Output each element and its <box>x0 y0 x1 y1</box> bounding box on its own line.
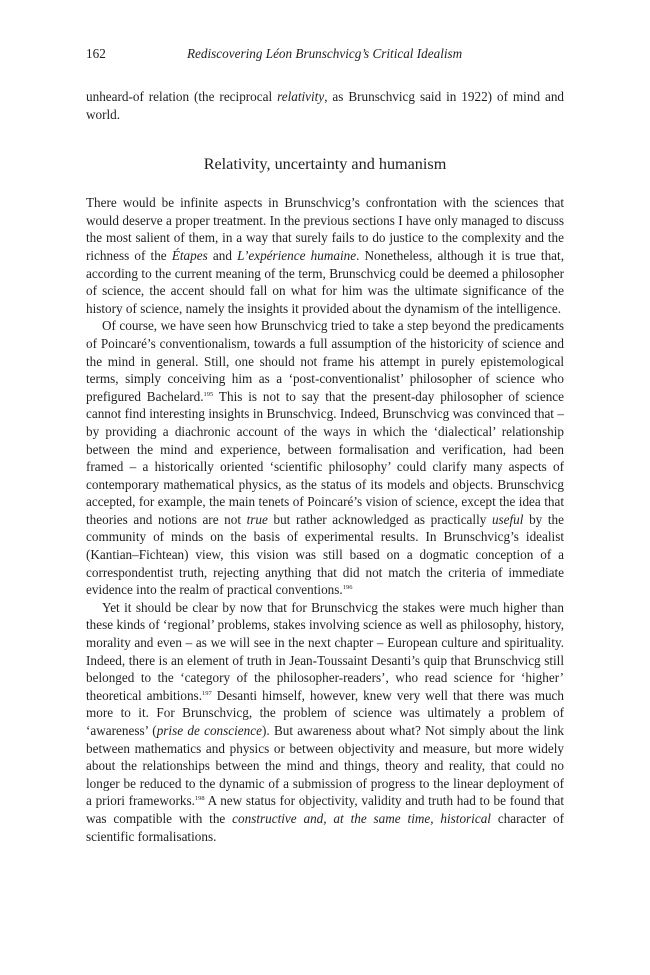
text-run: . Nonetheless, although it is true that, according to the current meaning of the term, Brunschvicg could be deemed a philosopher of science, the accent should fall on what for him was the ultimate significance of the history of science, namely the insights it provided about the dynamism of the intelligence. <box>86 247 564 316</box>
italic-text: prise de conscience <box>156 723 262 738</box>
text-run: Desanti himself, however, knew very well that there was much more to it. For Brunschvicg, the problem of science was ultimately a problem of ‘awareness’ ( <box>86 687 564 738</box>
italic-text: true <box>246 511 268 527</box>
footnote-ref: 196 <box>342 584 353 592</box>
page-number: 162 <box>86 46 106 61</box>
text-run: character of scientific formalisations. <box>86 810 565 844</box>
text-run: Yet it should be clear by now that for Brunschvicg the stakes were much higher than these kinds of ‘regional’ problems, stakes involving science as well as philosophy, history, morality and even – as we will see in the next chapter – European culture and spirituality. Indeed, there is an element of truth in Jean-Toussaint Desanti’s quip that Brunschvicg still belonged to the ‘category of the philosopher-readers’, who read science for ‘higher’ theoretical ambitions. <box>86 599 564 703</box>
running-title: Rediscovering Léon Brunschvicg’s Critical Idealism <box>187 46 463 61</box>
paragraph <box>86 599 564 845</box>
text-run: and <box>207 247 238 263</box>
text-run: ). But awareness about what? Not simply about the link between mathematics and physics or between objectivity and measure, but more widely about the relationships between the mind and things, theory and reality, that could no longer be reduced to the dynamic of a submission of progress to the linear deployment of a priori frameworks. <box>86 723 565 809</box>
text-run: This is not to say that the present-day philosopher of science cannot find interesting insights in Brunschvicg. Indeed, Brunschvicg was convinced that – by providing a diachronic account of the ways in which the ‘dialectical’ relationship between the mind and experience, between formalisation and verification, had been framed – a historically oriented ‘scientific philosophy’ could clarify many aspects of contemporary mathematical physics, as the status of its models and objects. Brunschvicg accepted, for example, the main tenets of Poincaré’s vision of science, except the idea that theories and notions are not <box>86 388 564 527</box>
section-heading: Relativity, uncertainty and humanism <box>203 155 447 174</box>
text-run: Of course, we have seen how Brunschvicg tried to take a step beyond the predicaments of Poincaré’s conventionalism, towards a full assumption of the historicity of science and the mind in general. Still, one should not frame his attempt in purely epistemological terms, simply conceiving him as a ‘post-conventionalist’ philosopher of science who prefigured Bachelard. <box>86 318 564 404</box>
text-run: but rather acknowledged as practically <box>267 511 492 527</box>
text-run: A new status for objectivity, validity and truth had to be found that was compatible with the <box>86 793 564 826</box>
text-run: unheard-of relation (the reciprocal <box>86 89 278 104</box>
footnote-ref: 197 <box>202 689 212 697</box>
text-run: There would be infinite aspects in Brunschvicg’s confrontation with the sciences that would deserve a proper treatment. In the previous sections I have only managed to discuss the most salient of them, in a way that surely fails to do justice to the complexity and the richness of the <box>86 195 564 263</box>
italic-text: Étapes <box>171 247 208 263</box>
italic-text: constructive and, at the same time, historical <box>232 810 491 826</box>
footnote-ref: 198 <box>194 795 205 803</box>
paragraph <box>86 194 564 317</box>
paragraph-continued <box>86 88 564 123</box>
page-content <box>86 88 564 845</box>
italic-text: useful <box>491 511 524 527</box>
italic-text: L’expérience humaine <box>237 247 357 263</box>
paragraph <box>86 317 564 599</box>
running-head <box>86 46 564 66</box>
footnote-ref: 195 <box>203 390 214 398</box>
text-run: by the community of minds on the basis of experimental results. In Brunschvicg’s idealist (Kantian–Fichtean) view, this vision was still based on a dogmatic conception of a correspondentist truth, rejecting anything that did not match the criteria of immediate evidence into the realm of practical conventions. <box>86 511 564 598</box>
italic-text: relativity <box>277 89 325 104</box>
text-run: , as Brunschvicg said in 1922) of mind and world. <box>86 89 565 122</box>
